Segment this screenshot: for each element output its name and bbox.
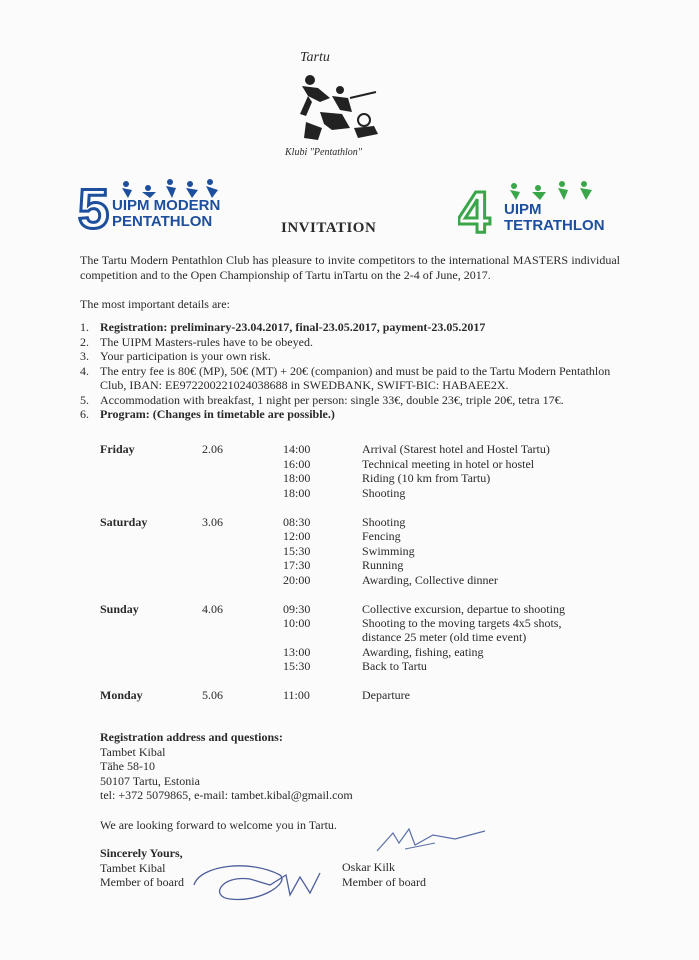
svg-text:5: 5 bbox=[78, 178, 110, 234]
schedule-date: 3.06 bbox=[202, 515, 223, 529]
closing-line: We are looking forward to welcome you in Tartu. bbox=[100, 818, 337, 832]
schedule-time: 18:00 bbox=[283, 486, 311, 500]
details-item: 4. The entry fee is 80€ (MP), 50€ (MT) + 20€ (companion) and must be paid to the Tartu Modern Pentathlon Club, IBAN: EE972200221024038688 in SWEDBANK, SWIFT-BIC: HABAEE2X. bbox=[80, 363, 611, 392]
schedule-desc: Shooting to the moving targets 4x5 shots, bbox=[362, 616, 562, 630]
schedule-time: 18:00 bbox=[283, 471, 311, 485]
schedule-time: 20:00 bbox=[283, 573, 311, 587]
schedule-desc-cont: distance 25 meter (old time event) bbox=[362, 630, 527, 644]
schedule-time: 09:30 bbox=[283, 602, 311, 616]
details-item: 1. Registration: preliminary-23.04.2017, final-23.05.2017, payment-23.05.2017 bbox=[80, 320, 486, 334]
club-figures-icon bbox=[280, 68, 390, 151]
schedule-time: 15:30 bbox=[283, 544, 311, 558]
schedule-desc: Shooting bbox=[362, 515, 406, 529]
schedule-time: 17:30 bbox=[283, 558, 311, 572]
uipm-modern-pentathlon-logo bbox=[78, 178, 228, 239]
schedule-day: Sunday bbox=[100, 602, 139, 616]
schedule-time: 08:30 bbox=[283, 515, 311, 529]
signer-name: Oskar Kilk bbox=[342, 860, 395, 874]
schedule-time: 10:00 bbox=[283, 616, 311, 630]
details-item: 3. Your participation is your own risk. bbox=[80, 349, 271, 363]
intro-paragraph: The Tartu Modern Pentathlon Club has pleasure to invite competitors to the international MASTERS individual competition and to the Open Championship of Tartu inTartu on the 2-4 of June, 2017. bbox=[80, 253, 620, 282]
registration-contact: tel: +372 5079865, e-mail: tambet.kibal@gmail.com bbox=[100, 788, 353, 802]
details-lead: The most important details are: bbox=[80, 297, 230, 311]
registration-city: 50107 Tartu, Estonia bbox=[100, 773, 200, 788]
signature-left bbox=[100, 846, 184, 890]
signer-role: Member of board bbox=[100, 875, 184, 889]
schedule-date: 2.06 bbox=[202, 442, 223, 456]
schedule-date: 4.06 bbox=[202, 602, 223, 616]
schedule-desc: Running bbox=[362, 558, 404, 572]
svg-text:4: 4 bbox=[458, 180, 491, 238]
signature-oskar-icon bbox=[375, 825, 495, 860]
schedule-day: Friday bbox=[100, 442, 135, 456]
signer-role: Member of board bbox=[342, 874, 426, 889]
logo4-line2: TETRATHLON bbox=[504, 217, 605, 234]
signature-tambet-icon bbox=[190, 855, 330, 920]
schedule-day: Saturday bbox=[100, 515, 148, 529]
schedule-desc: Technical meeting in hotel or hostel bbox=[362, 457, 535, 471]
club-name: Tartu bbox=[300, 50, 330, 65]
page-title: INVITATION bbox=[281, 220, 377, 236]
logo4-line1: UIPM bbox=[504, 201, 542, 218]
registration-block: Registration address and questions: Tambet Kibal Tähe 58-10 50107 Tartu, Estonia tel: +372 5079865, e-mail: tambet.kibal@gmail.com bbox=[100, 730, 353, 802]
schedule-desc: Departure bbox=[362, 688, 410, 702]
salutation: Sincerely Yours, bbox=[100, 846, 183, 860]
club-subtitle: Klubi "Pentathlon" bbox=[285, 147, 363, 158]
schedule-desc: Fencing bbox=[362, 529, 401, 543]
schedule-time: 11:00 bbox=[283, 688, 310, 702]
schedule-desc: Back to Tartu bbox=[362, 659, 427, 673]
uipm-tetrathlon-logo bbox=[458, 178, 608, 243]
schedule-time: 12:00 bbox=[283, 529, 311, 543]
schedule-time: 16:00 bbox=[283, 457, 311, 471]
schedule-desc: Awarding, fishing, eating bbox=[362, 645, 484, 659]
details-item: 5. Accommodation with breakfast, 1 night per person: single 33€, double 23€, triple 20€, tetra 17€. bbox=[80, 392, 564, 407]
details-list bbox=[80, 320, 620, 422]
schedule-desc: Arrival (Starest hotel and Hostel Tartu) bbox=[362, 442, 550, 456]
logo5-line2: PENTATHLON bbox=[112, 213, 213, 230]
details-item: 2. The UIPM Masters-rules have to be obeyed. bbox=[80, 334, 313, 349]
registration-name: Tambet Kibal bbox=[100, 744, 166, 759]
schedule-desc: Shooting bbox=[362, 486, 406, 500]
schedule-desc: Collective excursion, departue to shooting bbox=[362, 602, 565, 616]
signature-right bbox=[342, 860, 426, 889]
schedule-time: 15:30 bbox=[283, 659, 311, 673]
schedule-desc: Swimming bbox=[362, 544, 415, 558]
details-item: 6. Program: (Changes in timetable are possible.) bbox=[80, 407, 335, 421]
schedule-time: 14:00 bbox=[283, 442, 311, 456]
schedule-desc: Riding (10 km from Tartu) bbox=[362, 471, 491, 485]
schedule-desc: Awarding, Collective dinner bbox=[362, 573, 498, 587]
logo5-line1: UIPM MODERN bbox=[112, 197, 221, 214]
schedule-day: Monday bbox=[100, 688, 143, 702]
schedule-time: 13:00 bbox=[283, 645, 311, 659]
registration-heading: Registration address and questions bbox=[100, 730, 279, 744]
schedule-date: 5.06 bbox=[202, 688, 223, 702]
signer-name: Tambet Kibal bbox=[100, 860, 166, 875]
registration-street: Tähe 58-10 bbox=[100, 759, 155, 773]
